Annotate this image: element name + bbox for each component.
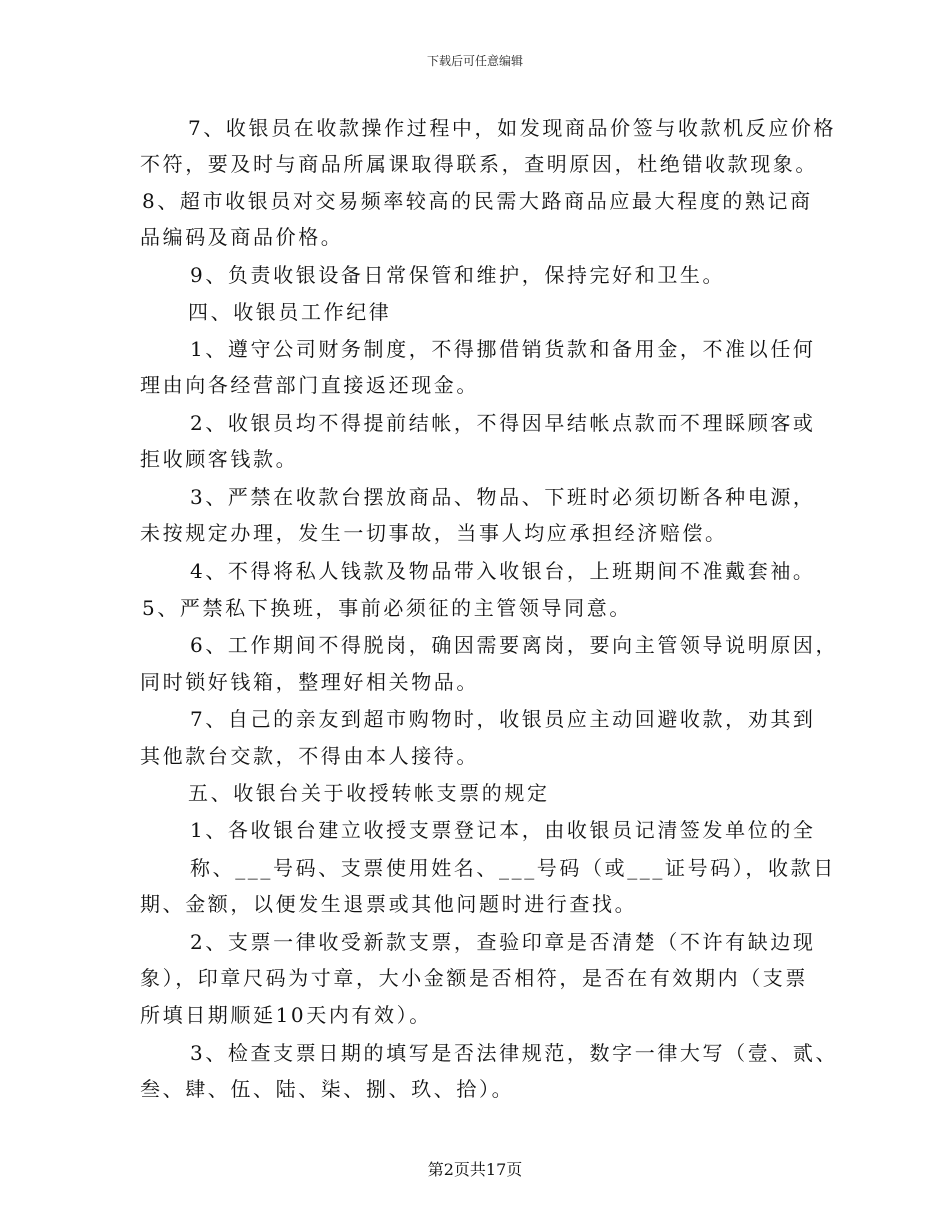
- text-line: 叁、肆、伍、陆、柒、捌、玖、拾）。: [140, 1077, 515, 1101]
- text-line: 期、金额，以便发生退票或其他问题时进行查找。: [140, 892, 638, 916]
- text-line: 称、___号码、支票使用姓名、___号码（或___证号码），收款日: [190, 856, 836, 880]
- text-line: 2、收银员均不得提前结帐，不得因早结帐点款而不理睬顾客或: [190, 411, 816, 435]
- text-line: 9、负责收银设备日常保管和维护，保持完好和卫生。: [190, 263, 726, 287]
- text-line: 1、各收银台建立收授支票登记本，由收银员记清签发单位的全: [190, 818, 816, 842]
- text-line: 品编码及商品价格。: [140, 225, 344, 249]
- text-line: 6、工作期间不得脱岗，确因需要离岗，要向主管领导说明原因，: [190, 633, 839, 657]
- section-heading: 五、收银台关于收授转帐支票的规定: [188, 781, 550, 805]
- section-heading: 四、收银员工作纪律: [188, 300, 392, 324]
- text-line: 8、超市收银员对交易频率较高的民需大路商品应最大程度的熟记商: [142, 189, 813, 213]
- text-line: 同时锁好钱箱，整理好相关物品。: [140, 670, 479, 694]
- text-line: 未按规定办理，发生一切事故，当事人均应承担经济赔偿。: [140, 521, 728, 545]
- text-line: 理由向各经营部门直接返还现金。: [140, 373, 479, 397]
- text-line: 所填日期顺延10天内有效）。: [140, 1003, 432, 1027]
- text-line: 1、遵守公司财务制度，不得挪借销货款和备用金，不准以任何: [190, 337, 816, 361]
- text-line: 2、支票一律收受新款支票，查验印章是否清楚（不许有缺边现: [190, 930, 816, 954]
- text-line: 其他款台交款，不得由本人接待。: [140, 744, 479, 768]
- text-line: 7、收银员在收款操作过程中，如发现商品价签与收款机反应价格: [188, 116, 837, 140]
- page-number: 第2页共17页: [427, 1160, 523, 1179]
- text-line: 5、严禁私下换班，事前必须征的主管领导同意。: [142, 596, 632, 620]
- text-line: 不符，要及时与商品所属课取得联系，查明原因，杜绝错收款现象。: [140, 152, 818, 176]
- text-line: 象），印章尺码为寸章，大小金额是否相符，是否在有效期内（支票: [140, 966, 808, 990]
- text-line: 3、严禁在收款台摆放商品、物品、下班时必须切断各种电源，: [190, 485, 816, 509]
- text-line: 7、自己的亲友到超市购物时，收银员应主动回避收款，劝其到: [190, 707, 816, 731]
- text-line: 3、检查支票日期的填写是否法律规范，数字一律大写（壹、贰、: [190, 1041, 839, 1065]
- text-line: 拒收顾客钱款。: [140, 447, 299, 471]
- page-header: 下载后可任意编辑: [426, 54, 523, 68]
- text-line: 4、不得将私人钱款及物品带入收银台，上班期间不准戴套袖。: [190, 559, 816, 583]
